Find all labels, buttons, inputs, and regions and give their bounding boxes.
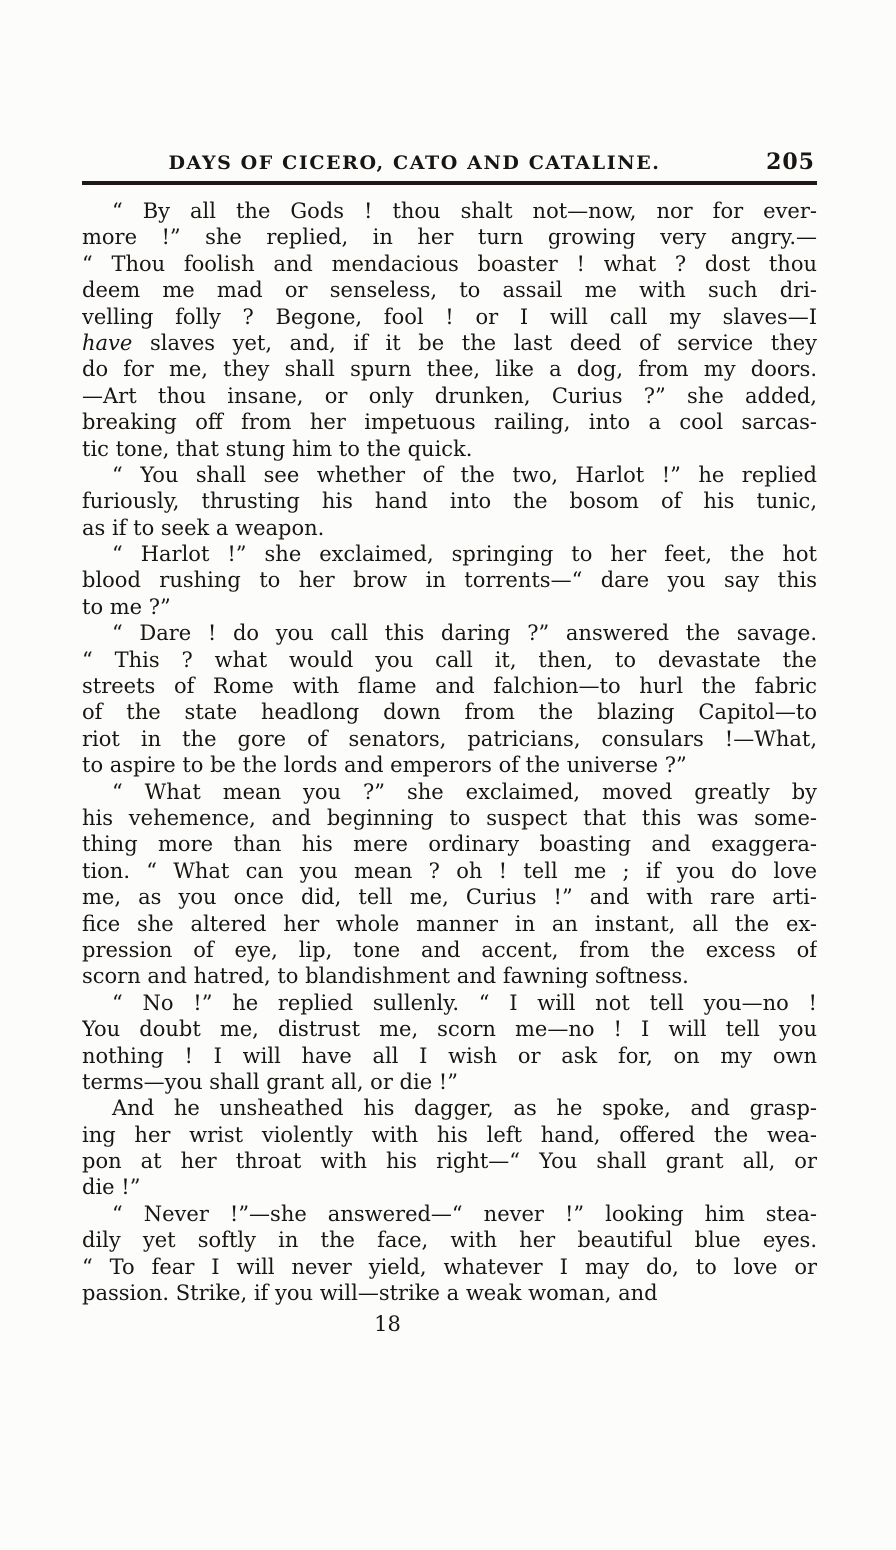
text-line: tion. “ What can you mean ? oh ! tell me ; if you do love	[82, 858, 817, 883]
text-line: dily yet softly in the face, with her beautiful blue eyes.	[82, 1228, 817, 1253]
text-line: blood rushing to her brow in torrents—“ dare you say this	[82, 568, 817, 593]
paragraph	[82, 620, 817, 778]
text-line: “ What mean you ?” she exclaimed, moved greatly by	[112, 779, 817, 804]
text-line: as if to seek a weapon.	[82, 515, 325, 540]
text-line: fice she altered her whole manner in an instant, all the ex-	[82, 911, 817, 936]
text-line: —Art thou insane, or only drunken, Curius ?” she added,	[82, 383, 817, 408]
text-line: “ By all the Gods ! thou shalt not—now, nor for ever-	[112, 199, 817, 223]
paragraph	[82, 779, 817, 990]
text-line: riot in the gore of senators, patricians, consulars !—What,	[82, 726, 817, 751]
text-line: “ This ? what would you call it, then, to devastate the	[82, 647, 817, 672]
text-line: of the state headlong down from the blazing Capitol—to	[82, 700, 817, 725]
text-block	[82, 198, 817, 1306]
page-header	[82, 148, 817, 178]
text-line: “ Dare ! do you call this daring ?” answered the savage.	[112, 621, 817, 646]
text-line: “ You shall see whether of the two, Harlot !” he replied	[112, 462, 817, 487]
text-line: to aspire to be the lords and emperors of the universe ?”	[82, 753, 687, 778]
paragraph	[82, 462, 817, 541]
text-line: streets of Rome with flame and falchion—to hurl the fabric	[82, 674, 817, 699]
text-line: breaking off from her impetuous railing, into a cool sarcas-	[82, 410, 817, 435]
paragraph	[82, 1095, 817, 1201]
text-line: deem me mad or senseless, to assail me with such dri-	[82, 278, 817, 303]
text-line: more !” she replied, in her turn growing very angry.—	[82, 225, 817, 250]
paragraph	[82, 1201, 817, 1307]
text-line: his vehemence, and beginning to suspect that this was some-	[82, 805, 817, 830]
header-rule	[82, 181, 817, 185]
text-line: terms—you shall grant all, or die !”	[82, 1069, 458, 1094]
text-line: furiously, thrusting his hand into the bosom of his tunic,	[82, 489, 817, 514]
text-line: “ Harlot !” she exclaimed, springing to her feet, the hot	[112, 542, 817, 567]
running-title: DAYS OF CICERO, CATO AND CATALINE.	[168, 152, 661, 174]
text-line: “ To fear I will never yield, whatever I may do, to love or	[82, 1254, 817, 1279]
text-line: tic tone, that stung him to the quick.	[82, 436, 473, 461]
text-line: velling folly ? Begone, fool ! or I will call my slaves—I	[82, 304, 817, 329]
text-line: You doubt me, distrust me, scorn me—no ! I will tell you	[82, 1017, 817, 1042]
text-line: “ Never !”—she answered—“ never !” looking him stea-	[112, 1201, 817, 1226]
text-line: die !”	[82, 1175, 141, 1200]
text-line: “ No !” he replied sullenly. “ I will not tell you—no !	[112, 990, 817, 1015]
text-line: scorn and hatred, to blandishment and fawning softness.	[82, 964, 689, 989]
paragraph	[82, 990, 817, 1096]
text-line: thing more than his mere ordinary boasting and exaggera-	[82, 832, 817, 857]
text-line: And he unsheathed his dagger, as he spoke, and grasp-	[112, 1096, 817, 1121]
text-line: me, as you once did, tell me, Curius !” and with rare arti-	[82, 885, 817, 910]
text-line: passion. Strike, if you will—strike a weak woman, and	[82, 1281, 658, 1306]
paragraph	[82, 541, 817, 620]
page-number: 205	[766, 149, 815, 175]
text-line: to me ?”	[82, 594, 171, 619]
text-line: pon at her throat with his right—“ You shall grant all, or	[82, 1149, 817, 1174]
text-line: “ Thou foolish and mendacious boaster ! what ? dost thou	[82, 251, 817, 276]
text-line: ing her wrist violently with his left hand, offered the wea-	[82, 1122, 817, 1147]
text-line: pression of eye, lip, tone and accent, from the excess of	[82, 937, 817, 962]
signature-mark: 18	[374, 1312, 401, 1337]
text-line: nothing ! I will have all I wish or ask for, on my own	[82, 1043, 817, 1068]
text-line: have slaves yet, and, if it be the last deed of service they	[82, 330, 817, 355]
text-line: do for me, they shall spurn thee, like a dog, from my doors.	[82, 357, 817, 382]
paragraph	[82, 198, 817, 462]
